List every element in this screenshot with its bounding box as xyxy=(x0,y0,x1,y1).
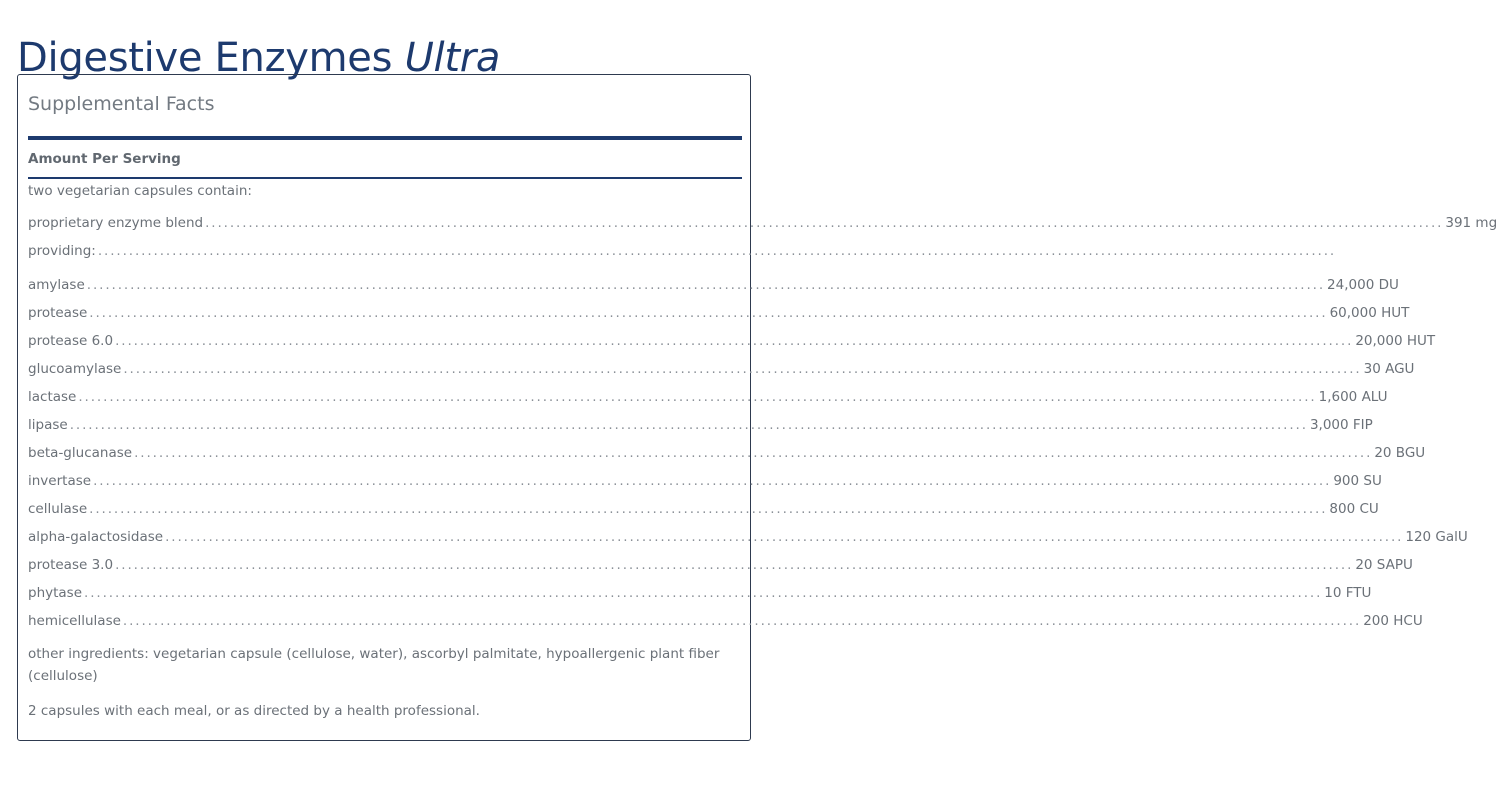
leader-dots: ........................................................................................................................................................................................................ xyxy=(89,501,1328,517)
enzyme-row xyxy=(28,305,1410,325)
enzyme-label: glucoamylase xyxy=(28,361,122,377)
leader-dots: ........................................................................................................................................................................................................ xyxy=(93,473,1332,489)
leader-dots: ........................................................................................................................................................................................................ xyxy=(123,361,1362,377)
leader-dots: ........................................................................................................................................................................................................ xyxy=(115,333,1354,349)
enzyme-row xyxy=(28,445,1426,465)
enzyme-label: protease 6.0 xyxy=(28,333,114,349)
enzyme-row xyxy=(28,277,1399,297)
enzyme-row xyxy=(28,585,1372,605)
enzyme-row xyxy=(28,361,1415,381)
enzyme-value: 20,000 HUT xyxy=(1355,333,1436,349)
thin-divider xyxy=(28,177,742,179)
enzyme-label: beta-glucanase xyxy=(28,445,133,461)
blend-label: proprietary enzyme blend xyxy=(28,215,204,231)
directions: 2 capsules with each meal, or as directed by a health professional. xyxy=(28,703,480,719)
other-ingredients: other ingredients: vegetarian capsule (cellulose, water), ascorbyl palmitate, hypoallergenic plant fiber (cellulose) xyxy=(28,646,720,684)
enzyme-row xyxy=(28,333,1436,353)
blend-value: 391 mg xyxy=(1445,215,1497,231)
enzyme-label: alpha-galactosidase xyxy=(28,529,164,545)
enzyme-label: phytase xyxy=(28,585,83,601)
leader-dots: ........................................................................................................................................................................................................ xyxy=(165,529,1404,545)
leader-dots: ........................................................................................................................................................................................................ xyxy=(84,585,1323,601)
leader-dots: ........................................................................................................................................................................................................ xyxy=(205,215,1444,231)
enzyme-value: 60,000 HUT xyxy=(1329,305,1410,321)
leader-dots: ........................................................................................................................................................................................................ xyxy=(86,277,1326,293)
panel-title: Supplemental Facts xyxy=(28,93,215,115)
enzyme-value: 900 SU xyxy=(1333,473,1382,489)
leader-dots: ........................................................................................................................................................................................................ xyxy=(69,417,1308,433)
enzyme-label: lipase xyxy=(28,417,68,433)
enzyme-label: invertase xyxy=(28,473,92,489)
leader-dots: ........................................................................................................................................................................................................ xyxy=(115,557,1354,573)
leader-dots: ........................................................................................................................................................................................................ xyxy=(78,389,1317,405)
product-name-suffix: Ultra xyxy=(404,34,501,81)
enzyme-row xyxy=(28,557,1413,577)
enzyme-label: lactase xyxy=(28,389,77,405)
enzyme-value: 24,000 DU xyxy=(1327,277,1399,293)
supplement-facts-panel xyxy=(17,74,1497,741)
enzyme-label: amylase xyxy=(28,277,85,293)
enzyme-label: cellulase xyxy=(28,501,88,517)
product-name: Digestive Enzymes xyxy=(17,34,393,81)
thick-divider xyxy=(28,136,742,140)
serving-note: two vegetarian capsules contain: xyxy=(28,183,252,199)
enzyme-row xyxy=(28,501,1379,521)
enzyme-value: 20 SAPU xyxy=(1355,557,1413,573)
enzyme-label: protease 3.0 xyxy=(28,557,114,573)
providing-label: providing: xyxy=(28,243,96,259)
blend-row xyxy=(28,215,1497,235)
providing-row xyxy=(28,243,1337,263)
enzyme-label: protease xyxy=(28,305,88,321)
enzyme-value: 1,600 ALU xyxy=(1318,389,1388,405)
enzyme-value: 800 CU xyxy=(1329,501,1379,517)
enzyme-row xyxy=(28,529,1468,549)
leader-dots: ........................................................................................................................................................................................................ xyxy=(122,613,1362,629)
leader-dots: ........................................................................................................................................................................................................ xyxy=(97,243,1337,259)
enzyme-value: 200 HCU xyxy=(1363,613,1423,629)
leader-dots: ........................................................................................................................................................................................................ xyxy=(134,445,1373,461)
enzyme-value: 10 FTU xyxy=(1324,585,1372,601)
enzyme-value: 20 BGU xyxy=(1374,445,1426,461)
enzyme-row xyxy=(28,473,1382,493)
enzyme-value: 120 GalU xyxy=(1405,529,1468,545)
enzyme-row xyxy=(28,389,1388,409)
enzyme-value: 3,000 FIP xyxy=(1309,417,1373,433)
leader-dots: ........................................................................................................................................................................................................ xyxy=(89,305,1328,321)
enzyme-row xyxy=(28,417,1373,437)
enzyme-value: 30 AGU xyxy=(1363,361,1415,377)
enzyme-label: hemicellulase xyxy=(28,613,121,629)
enzyme-row xyxy=(28,613,1423,633)
amount-per-serving-header: Amount Per Serving xyxy=(28,151,181,167)
